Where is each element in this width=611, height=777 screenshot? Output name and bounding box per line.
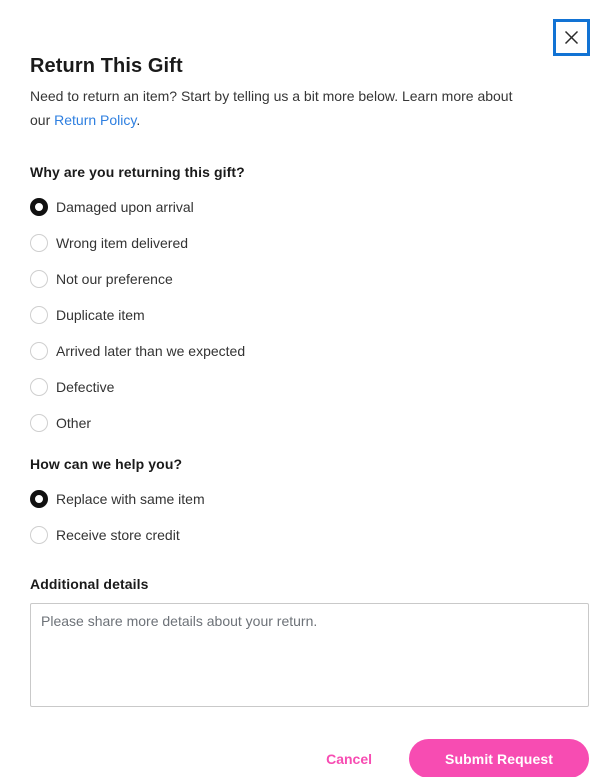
radio-option-label: Defective xyxy=(56,379,115,395)
radio-option[interactable] xyxy=(30,234,589,252)
return-policy-link[interactable]: Return Policy xyxy=(54,112,137,128)
additional-details-textarea[interactable] xyxy=(30,603,589,707)
footer-actions xyxy=(30,739,589,777)
radio-option[interactable] xyxy=(30,526,589,544)
radio-option-label: Damaged upon arrival xyxy=(56,199,194,215)
intro-text-suffix: . xyxy=(136,112,141,128)
radio-option[interactable] xyxy=(30,198,589,216)
radio-option[interactable] xyxy=(30,490,589,508)
cancel-button[interactable]: Cancel xyxy=(326,750,373,767)
radio-option[interactable] xyxy=(30,414,589,432)
help-group-label: How can we help you? xyxy=(30,456,183,472)
help-radio-group xyxy=(30,490,589,544)
additional-details-label: Additional details xyxy=(30,576,149,592)
radio-selected-icon[interactable] xyxy=(30,490,48,508)
radio-option-label: Other xyxy=(56,415,92,431)
close-icon xyxy=(564,30,579,45)
intro-text-main: Need to return an item? Start by telling us a bit more below. Learn more about our xyxy=(30,88,513,128)
intro-text xyxy=(30,84,532,132)
close-button[interactable] xyxy=(553,19,590,56)
radio-unselected-icon[interactable] xyxy=(30,526,48,544)
radio-option[interactable] xyxy=(30,270,589,288)
radio-option-label: Duplicate item xyxy=(56,307,145,323)
radio-option-label: Receive store credit xyxy=(56,527,180,543)
radio-unselected-icon[interactable] xyxy=(30,378,48,396)
submit-request-button[interactable]: Submit Request xyxy=(409,739,589,777)
radio-selected-icon[interactable] xyxy=(30,198,48,216)
reason-radio-group xyxy=(30,198,589,432)
page-title: Return This Gift xyxy=(30,55,183,77)
radio-option-label: Arrived later than we expected xyxy=(56,343,246,359)
radio-unselected-icon[interactable] xyxy=(30,414,48,432)
radio-option[interactable] xyxy=(30,342,589,360)
reason-group-label: Why are you returning this gift? xyxy=(30,164,245,180)
radio-unselected-icon[interactable] xyxy=(30,234,48,252)
radio-option[interactable] xyxy=(30,378,589,396)
radio-unselected-icon[interactable] xyxy=(30,342,48,360)
radio-option[interactable] xyxy=(30,306,589,324)
radio-option-label: Replace with same item xyxy=(56,491,205,507)
radio-unselected-icon[interactable] xyxy=(30,270,48,288)
radio-unselected-icon[interactable] xyxy=(30,306,48,324)
radio-option-label: Wrong item delivered xyxy=(56,235,189,251)
radio-option-label: Not our preference xyxy=(56,271,173,287)
